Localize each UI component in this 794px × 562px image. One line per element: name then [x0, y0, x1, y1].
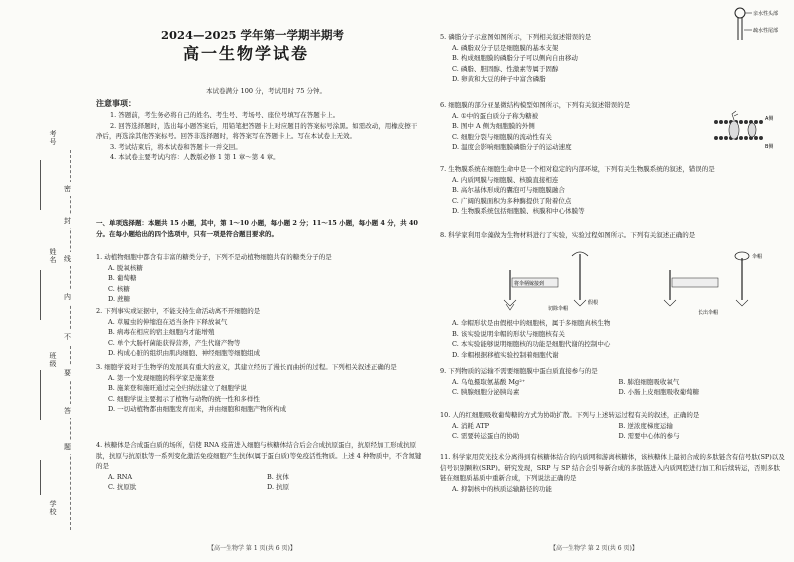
option-row — [440, 421, 785, 432]
question-stem: 7. 生物膜系统在细胞生命中是一个相对稳定的内部环境，下列有关生物膜系统的叙述，错误的是 — [440, 165, 715, 173]
option-c[interactable]: C. 磷脂、胆固醇、性激素等属于固醇 — [452, 64, 559, 73]
option-c[interactable]: C. 细胞分裂与细胞膜的流动性有关 — [452, 132, 552, 141]
question-8-options — [440, 318, 785, 360]
lipid-head — [724, 136, 728, 140]
option-row — [96, 472, 426, 483]
option-c[interactable]: C. 细胞学说主要揭示了植物与动物的统一性和多样性 — [108, 394, 260, 403]
question-2 — [96, 306, 426, 359]
option-d[interactable]: D. 蔗糖 — [108, 295, 131, 304]
option-c[interactable]: C. 胰腺细胞分泌胰岛素 — [452, 388, 520, 397]
option-row — [440, 431, 785, 442]
page-title: 高一生物学试卷 — [183, 44, 310, 63]
seal-char: 线 — [64, 252, 71, 266]
seal-char: 题 — [64, 440, 71, 454]
seal-char: 答 — [64, 404, 71, 418]
phospholipid-head-label: 亲水性头部 — [753, 11, 779, 17]
question-stem: 11. 科学家用荧光技术分离得到有核糖体结合的内质网和游离核糖体，该核糖体上最初合成的多肽链含有信号肽(SP)以及信号识别颗粒(SRP)。研究发现，SRP 与 SP 结合会引导新合成的多肽链进入内质网腔进行加工和后续转运，否则多肽链在细胞质基质中重新合成，下列说法正确的是 — [440, 453, 785, 483]
lipid-head — [714, 136, 718, 140]
option-a[interactable]: A. 内质网膜与细胞膜、核膜直接相连 — [452, 175, 559, 184]
option-d[interactable]: D. 一切动植物都由细胞发育而来，并由细胞和细胞产物所构成 — [108, 405, 287, 414]
option-a[interactable]: A. ①中的蛋白质分子称为糖被 — [452, 111, 539, 120]
question-11 — [440, 452, 785, 494]
notice-list — [96, 110, 418, 163]
option-b[interactable]: B. 该实验说明伞帽的形状与细胞核有关 — [452, 329, 565, 338]
seal-char: 内 — [64, 290, 71, 304]
notice-heading: 注意事项： — [96, 98, 136, 108]
exam-info: 本试卷满分 100 分，考试用时 75 分钟。 — [206, 87, 326, 95]
option-b[interactable]: B. 高尔基体形成的囊泡可与细胞膜融合 — [452, 186, 565, 195]
question-3 — [96, 362, 426, 415]
question-9 — [440, 366, 785, 398]
notice-item: 1. 答题前，考生务必将自己的姓名、考生号、考场号、座位号填写在答题卡上。 — [110, 111, 340, 119]
lipid-head — [759, 120, 763, 124]
fill-line-class[interactable] — [40, 370, 41, 420]
question-stem: 8. 科学家利用伞藻做为生物材料进行了实验，实验过程如图所示。下列有关叙述正确的是 — [440, 231, 696, 239]
option-b[interactable]: B. 施莱登和施旺通过完全归纳法建立了细胞学说 — [108, 384, 247, 393]
option-row — [440, 387, 785, 398]
lipid-head — [714, 120, 718, 124]
page-footer-right: 【高一生物学 第 2 页(共 6 页)】 — [550, 545, 638, 552]
umbrella-algae-figure — [460, 248, 780, 318]
option-b[interactable]: B. 构成细胞膜的磷脂分子可以侧向自由移动 — [452, 54, 578, 63]
lipid-head — [739, 136, 743, 140]
lipid-head — [744, 120, 748, 124]
option-b[interactable]: B. 逆浓度梯度运输 — [618, 421, 673, 430]
option-d[interactable]: D. 温度会影响细胞膜磷脂分子的运动速度 — [452, 143, 572, 152]
question-stem: 5. 磷脂分子示意图如图所示，下列相关叙述错误的是 — [440, 33, 592, 41]
option-c[interactable]: C. 单个大肠杆菌能获得营养，产生代谢产物等 — [108, 338, 241, 347]
option-d[interactable]: D. 伞帽根据移植实验控制着细胞代谢 — [452, 350, 559, 359]
option-c[interactable]: C. 广阔的膜面积为多种酶提供了附着位点 — [452, 196, 572, 205]
question-5 — [440, 32, 730, 85]
option-c[interactable]: C. 需要转运蛋白的协助 — [452, 432, 520, 441]
option-a[interactable]: A. RNA — [108, 472, 133, 481]
phospholipid-figure — [730, 4, 784, 46]
page-footer-left: 【高一生物学 第 1 页(共 6 页)】 — [208, 545, 296, 552]
section-heading: 一、单项选择题：本题共 15 小题，其中，第 1～10 小题，每小题 2 分；11～15 小题，每小题 4 分，共 40 分。在每小题给出的四个选项中，只有一项是符合题目要求的。 — [96, 219, 418, 238]
fill-line-school[interactable] — [40, 460, 41, 495]
membrane-bottom-heads — [714, 136, 763, 140]
question-stem: 9. 下列物质的运输不需要细胞膜中蛋白质直接参与的是 — [440, 367, 598, 375]
option-d[interactable]: D. 生物膜系统包括细胞膜、核膜和中心体膜等 — [452, 207, 585, 216]
membrane-side-b-label: B侧 — [765, 144, 774, 150]
question-4 — [96, 440, 426, 493]
lipid-head — [744, 136, 748, 140]
left-column — [86, 0, 422, 562]
cell-membrane-figure — [712, 108, 782, 156]
binding-strip — [0, 0, 86, 562]
question-6 — [440, 100, 708, 153]
option-a[interactable]: A. 抑制核中的核质运输路径的功能 — [452, 484, 552, 493]
lipid-head — [754, 120, 758, 124]
seal-char: 封 — [64, 214, 71, 228]
question-10 — [440, 410, 785, 442]
option-a[interactable]: A. 草履虫的伸缩泡在适当条件下释放氧气 — [108, 317, 228, 326]
membrane-side-a-label: A侧 — [765, 116, 774, 122]
notice-item: 4. 本试卷主要考试内容：人教版必修 1 第 1 章～第 4 章。 — [110, 153, 280, 162]
option-b[interactable]: B. 肺泡细胞吸收氧气 — [618, 377, 680, 386]
lipid-head — [719, 120, 723, 124]
lipid-head — [724, 120, 728, 124]
option-b[interactable]: B. 图中 A 侧为细胞膜的外侧 — [452, 122, 535, 131]
membrane-top-heads — [714, 120, 763, 124]
algae-cut-label: 切除伞帽 — [548, 306, 569, 312]
binding-label-name: 姓名 — [49, 248, 57, 264]
notice-item: 2. 回答选择题时，选出每小题答案后，用铅笔把答题卡上对应题目的答案标号涂黑。如需改动，用橡皮擦干净后，再选涂其他答案标号。回答非选择题时，将答案写在答题卡上。写在本试卷上无效。 — [96, 121, 418, 141]
algae-grow-label: 长出伞帽 — [698, 310, 719, 316]
algae-rhizoid-label: 假根 — [588, 300, 599, 306]
question-stem: 2. 下列事实或证据中，不能支持生命活动离不开细胞的是 — [96, 307, 261, 315]
binding-label-school: 学校 — [49, 500, 57, 516]
option-c[interactable]: C. 抗原肽 — [108, 483, 137, 492]
seal-char: 要 — [64, 366, 71, 380]
question-1 — [96, 252, 426, 305]
option-a[interactable]: A. 脱氧核糖 — [108, 263, 143, 272]
right-column — [430, 0, 786, 562]
lipid-head — [719, 136, 723, 140]
question-stem: 6. 细胞膜的部分亚显微结构模型如图所示，下列有关叙述错误的是 — [440, 101, 631, 109]
option-row — [96, 482, 426, 493]
question-stem: 4. 核糖体是合成蛋白质的场所，信使 RNA 疫苗进入细胞与核糖体结合后会合成抗原蛋白，抗原经加工形成抗原肽，抗原与抗原肽等一系列变化激活免疫细胞产生抗体(属于蛋白质)等免疫活性物质。上述 4 种物质中，不含氮键的是 — [96, 441, 422, 471]
algae-cap-label: 伞帽 — [752, 254, 763, 260]
seal-char: 不 — [64, 330, 71, 344]
option-d[interactable]: D. 构成心脏的组织由肌肉细胞、神经细胞等细胞组成 — [108, 349, 261, 358]
exam-year-title: 2024—2025 学年第一学期半期考 — [161, 28, 345, 42]
question-7 — [440, 164, 785, 217]
lipid-head — [759, 136, 763, 140]
question-stem: 3. 细胞学说对于生物学的发展具有重大的意义，其建立经历了漫长而曲折的过程。下列相关叙述正确的是 — [96, 363, 397, 371]
lipid-head — [739, 120, 743, 124]
question-stem: 1. 动植物细胞中都含有丰富的糖类分子，下列不是动植物细胞共有的糖类分子的是 — [96, 253, 332, 261]
option-d[interactable]: D. 需要中心体的参与 — [618, 432, 680, 441]
option-a[interactable]: A. 消耗 ATP — [452, 421, 489, 430]
notice-item: 3. 考试结束后，将本试卷和答题卡一并交回。 — [110, 142, 242, 151]
option-a[interactable]: A. 伞帽形状是由假根中的细胞核，属于多细胞真核生物 — [452, 319, 611, 327]
fill-line-name[interactable] — [40, 270, 41, 320]
binding-label-class: 班级 — [49, 352, 57, 368]
option-d[interactable]: D. 抗原 — [267, 483, 290, 492]
question-stem: 10. 人的红细胞吸收葡萄糖的方式为协助扩散。下列与上述转运过程有关的叙述，正确的是 — [440, 411, 700, 419]
question-8-stem — [440, 230, 785, 241]
option-a[interactable]: A. 磷脂双分子层是细胞膜的基本支架 — [452, 43, 559, 52]
fill-line-exam-id[interactable] — [40, 160, 41, 210]
option-b[interactable]: B. 葡萄糖 — [108, 274, 137, 283]
option-a[interactable]: A. 乌龟摄取氨基酸 Mg²⁺ — [452, 377, 526, 386]
phospholipid-tail-label: 疏水性尾部 — [753, 28, 779, 34]
algae-graft-label: 将伞柄嫁接到 — [514, 281, 545, 287]
seal-char: 密 — [64, 182, 71, 196]
lipid-head — [754, 136, 758, 140]
option-d[interactable]: D. 小肠上皮细胞吸收葡萄糖 — [618, 388, 700, 397]
option-row — [440, 377, 785, 388]
binding-label-exam-id: 考号 — [49, 130, 57, 146]
option-a[interactable]: A. 第一个发现细胞的科学家是施莱登 — [108, 373, 215, 382]
option-d[interactable]: D. 卵黄和大豆的种子中富含磷脂 — [452, 75, 546, 84]
option-c[interactable]: C. 本实验能够说明细胞核的功能是细胞代谢的控制中心 — [452, 340, 611, 349]
option-b[interactable]: B. 病毒在相应的宿主细胞内才能增殖 — [108, 328, 215, 337]
option-c[interactable]: C. 核糖 — [108, 284, 130, 293]
option-b[interactable]: B. 抗体 — [267, 472, 289, 481]
